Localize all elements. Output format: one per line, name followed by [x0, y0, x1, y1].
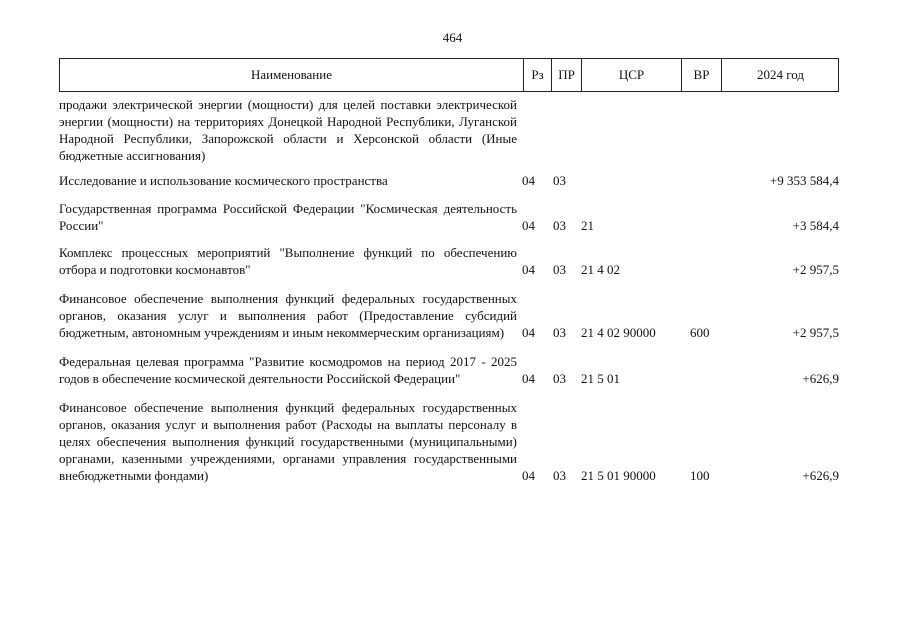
row-name: Финансовое обеспечение выполнения функций федеральных государственных органов, оказания услуг и выполнения работ (Предоставление субсидий бюджетным, автономным учреждениям и иным некоммерческим организациям): [59, 291, 517, 340]
row-csr: 21 4 02 90000: [581, 325, 656, 340]
row-pr: 03: [553, 262, 566, 277]
table-row: [59, 290, 839, 341]
table-body: [59, 96, 839, 491]
row-vr: 600: [690, 325, 710, 340]
row-pr: 03: [553, 371, 566, 386]
header-csr: ЦСР: [581, 59, 681, 91]
table-row: [59, 96, 839, 164]
table-header: [59, 58, 839, 92]
row-pr: 03: [553, 468, 566, 483]
row-vr: 100: [690, 468, 710, 483]
row-csr: 21 5 01 90000: [581, 468, 656, 483]
row-rz: 04: [522, 371, 535, 386]
row-sum: +2 957,5: [792, 262, 839, 277]
row-rz: 04: [522, 262, 535, 277]
row-sum: +2 957,5: [792, 325, 839, 340]
page-number: 464: [442, 30, 463, 45]
row-csr: 21 5 01: [581, 371, 620, 386]
row-rz: 04: [522, 325, 535, 340]
row-name: Исследование и использование космического пространства: [59, 173, 388, 188]
header-rz: Рз: [523, 59, 551, 91]
row-rz: 04: [522, 173, 535, 188]
row-sum: +9 353 584,4: [769, 173, 839, 188]
row-name: Финансовое обеспечение выполнения функций федеральных государственных органов, оказания услуг и выполнения работ (Расходы на выплаты персоналу в целях обеспечения выполнения функций государственными (муниципальными) органами, казенными учреждениями, органами управления государственными внебюджетными фондами): [59, 400, 517, 483]
row-name: Федеральная целевая программа "Развитие космодромов на период 2017 - 2025 годов в обеспечение космической деятельности Российской Федерации": [59, 354, 517, 386]
header-pr: ПР: [551, 59, 581, 91]
row-pr: 03: [553, 325, 566, 340]
row-name: Государственная программа Российской Федерации "Космическая деятельность России": [59, 201, 517, 233]
row-sum: +3 584,4: [792, 218, 839, 233]
row-rz: 04: [522, 218, 535, 233]
row-pr: 03: [553, 173, 566, 188]
row-csr: 21: [581, 218, 594, 233]
table-row: [59, 244, 839, 278]
table-row: [59, 399, 839, 484]
row-pr: 03: [553, 218, 566, 233]
header-year: 2024 год: [721, 59, 839, 91]
header-vr: ВР: [681, 59, 721, 91]
row-sum: +626,9: [802, 468, 839, 483]
table-row: [59, 353, 839, 387]
row-csr: 21 4 02: [581, 262, 620, 277]
header-name: Наименование: [251, 67, 332, 82]
row-name: Комплекс процессных мероприятий "Выполнение функций по обеспечению отбора и подготовки космонавтов": [59, 245, 517, 277]
row-rz: 04: [522, 468, 535, 483]
row-name: продажи электрической энергии (мощности) для целей поставки электрической энергии (мощности) на территориях Донецкой Народной Республики, Луганской Народной Республики, Запорожской области и Херсонской области (Иные бюджетные ассигнования): [59, 97, 517, 163]
table-row: [59, 172, 839, 189]
table-row: [59, 200, 839, 234]
row-sum: +626,9: [802, 371, 839, 386]
